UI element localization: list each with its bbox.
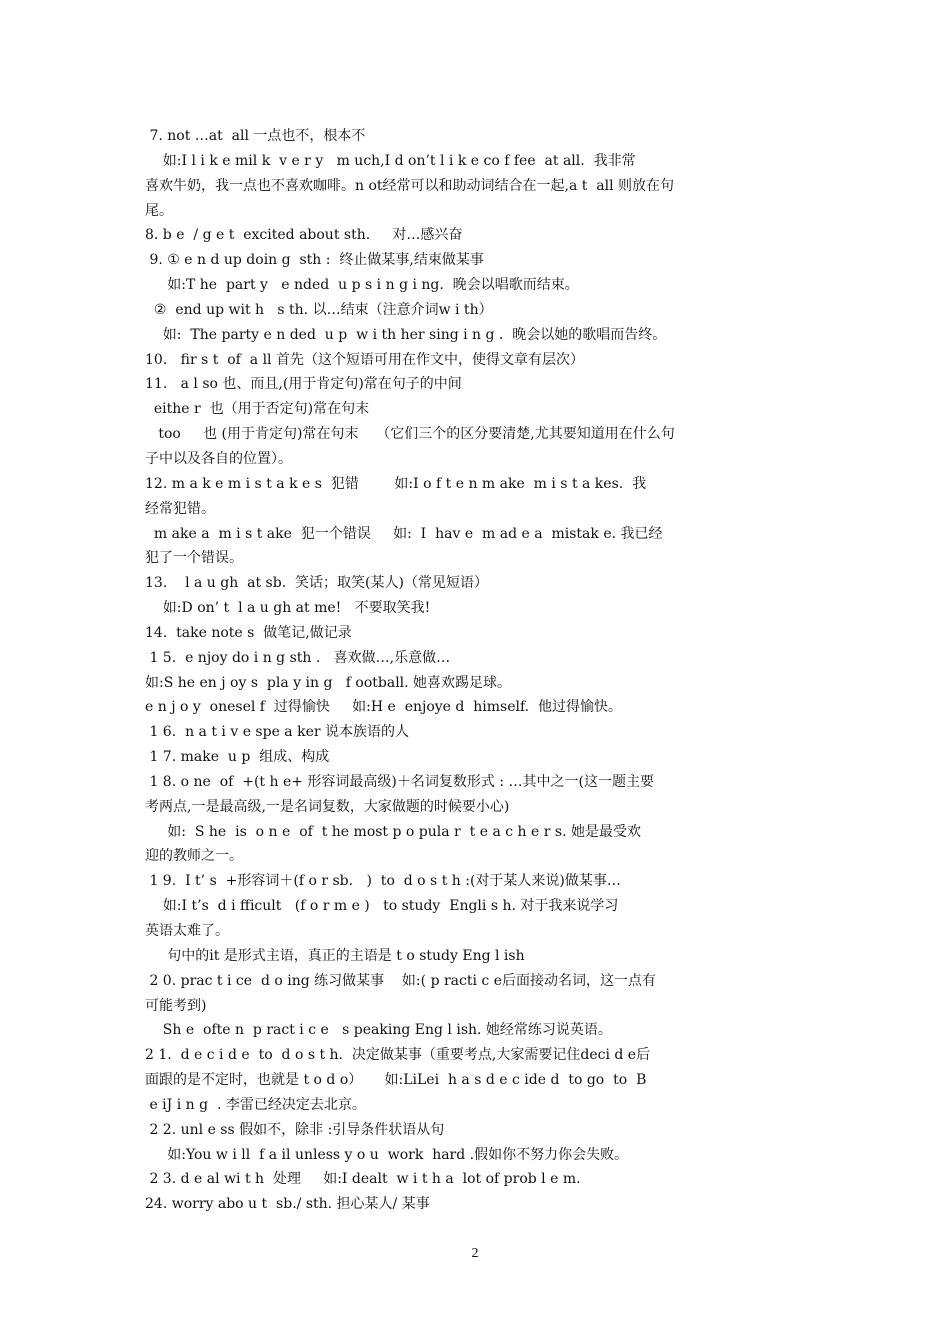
text-line: 8. b e / g e t excited about sth. 对…感兴奋	[145, 227, 463, 244]
text-line: 如:I l i k e mil k v e r y m uch,I d on’t l i k e co f fee at all. 我非常	[145, 152, 636, 169]
text-line: 10. fir s t of a ll 首先（这个短语可用在作文中，使得文章有层次）	[145, 351, 584, 368]
text-line: too 也 (用于肯定句)常在句末 （它们三个的区分要清楚,尤其要知道用在什么句	[145, 426, 675, 443]
text-line: 如: S he is o n e of t he most p o pula r t e a c h e r s. 她是最受欢	[145, 823, 641, 840]
text-line: 子中以及各自的位置）。	[145, 450, 292, 467]
text-line: 如:D on’ t l a u gh at me! 不要取笑我!	[145, 600, 431, 617]
text-line: 迎的教师之一。	[145, 848, 243, 865]
text-line: 1 5. e njoy do i n g sth . 喜欢做…,乐意做…	[145, 649, 451, 666]
text-line: 13. l a u gh at sb. 笑话；取笑(某人)（常见短语）	[145, 575, 488, 592]
text-line: 11. a l so 也、而且,(用于肯定句)常在句子的中间	[145, 376, 462, 393]
text-line: 喜欢牛奶，我一点也不喜欢咖啡。n ot经常可以和助动词结合在一起,a t all 则放在句	[145, 177, 675, 194]
text-line: 14. take note s 做笔记,做记录	[145, 624, 352, 641]
text-line: 如:I t’s d i fficult (f o r m e ) to study Engli s h. 对于我来说学习	[145, 898, 619, 915]
text-line: eithe r 也（用于否定句)常在句末	[145, 401, 370, 418]
text-line: 英语太难了。	[145, 923, 229, 939]
text-line: 尾。	[145, 202, 173, 219]
text-line: 24. worry abo u t sb./ sth. 担心某人/ 某事	[145, 1196, 430, 1213]
text-line: 1 9. I t’ s +形容词＋(f o r sb. ) to d o s t h :(对于某人来说)做某事…	[145, 873, 621, 890]
text-line: 2 3. d e al wi t h 处理 如:I dealt w i t h a lot of prob l e m.	[145, 1171, 581, 1188]
text-line: 1 7. make u p 组成、构成	[145, 749, 330, 766]
text-line: 2 0. prac t i ce d o ing 练习做某事 如:( p racti c e后面接动名词，这一点有	[145, 972, 656, 989]
text-line: 2 2. unl e ss 假如不，除非 :引导条件状语从句	[145, 1121, 445, 1138]
text-line: 犯了一个错误。	[145, 550, 243, 567]
text-line: 2 1. d e c i d e to d o s t h. 决定做某事（重要考点,大家需要记住deci d e后	[145, 1047, 651, 1064]
page-number: 2	[471, 1246, 479, 1261]
text-line: 9. ① e n d up doin g sth : 终止做某事,结束做某事	[145, 252, 484, 269]
text-line: 如:You w i ll f a il unless y o u work hard .假如你不努力你会失败。	[145, 1146, 629, 1163]
text-line: 考两点,一是最高级,一是名词复数，大家做题的时候要小心)	[145, 798, 510, 815]
text-line: 12. m a k e m i s t a k e s 犯错 如:I o f t e n m ake m i s t a kes. 我	[145, 475, 647, 492]
text-line: 1 8. o ne of +(t h e+ 形容词最高级)＋名词复数形式 : …其中之一(这一题主要	[145, 773, 654, 790]
text-line: 可能考到)	[145, 997, 207, 1014]
text-line: 1 6. n a t i v e spe a ker 说本族语的人	[145, 724, 410, 741]
text-line: 7. not …at all 一点也不，根本不	[145, 128, 366, 144]
text-line: e n j o y onesel f 过得愉快 如:H e enjoye d himself. 他过得愉快。	[145, 699, 623, 716]
text-line: 句中的it 是形式主语，真正的主语是 t o study Eng l ish	[145, 947, 525, 964]
text-line: Sh e ofte n p ract i c e s peaking Eng l ish. 她经常练习说英语。	[145, 1022, 612, 1039]
page-body-text	[145, 124, 810, 1217]
text-line: e iJ i n g . 李雷已经决定去北京。	[145, 1096, 366, 1113]
text-line: 面跟的是不定时，也就是 t o d o） 如:LiLei h a s d e c ide d to go to B	[145, 1072, 647, 1089]
text-line: 如:T he part y e nded u p s i n g i ng. 晚会以唱歌而结束。	[145, 277, 579, 294]
text-line: 如:S he en j oy s pla y in g f ootball. 她喜欢踢足球。	[145, 674, 512, 691]
text-line: 经常犯错。	[145, 500, 215, 517]
text-line: 如: The party e n ded u p w i th her sing i n g . 晚会以她的歌唱而告终。	[145, 326, 667, 343]
text-line: m ake a m i s t ake 犯一个错误 如: I hav e m ad e a mistak e. 我已经	[145, 525, 663, 542]
text-line: ② end up wit h s th. 以…结束（注意介词w i th）	[145, 301, 493, 318]
